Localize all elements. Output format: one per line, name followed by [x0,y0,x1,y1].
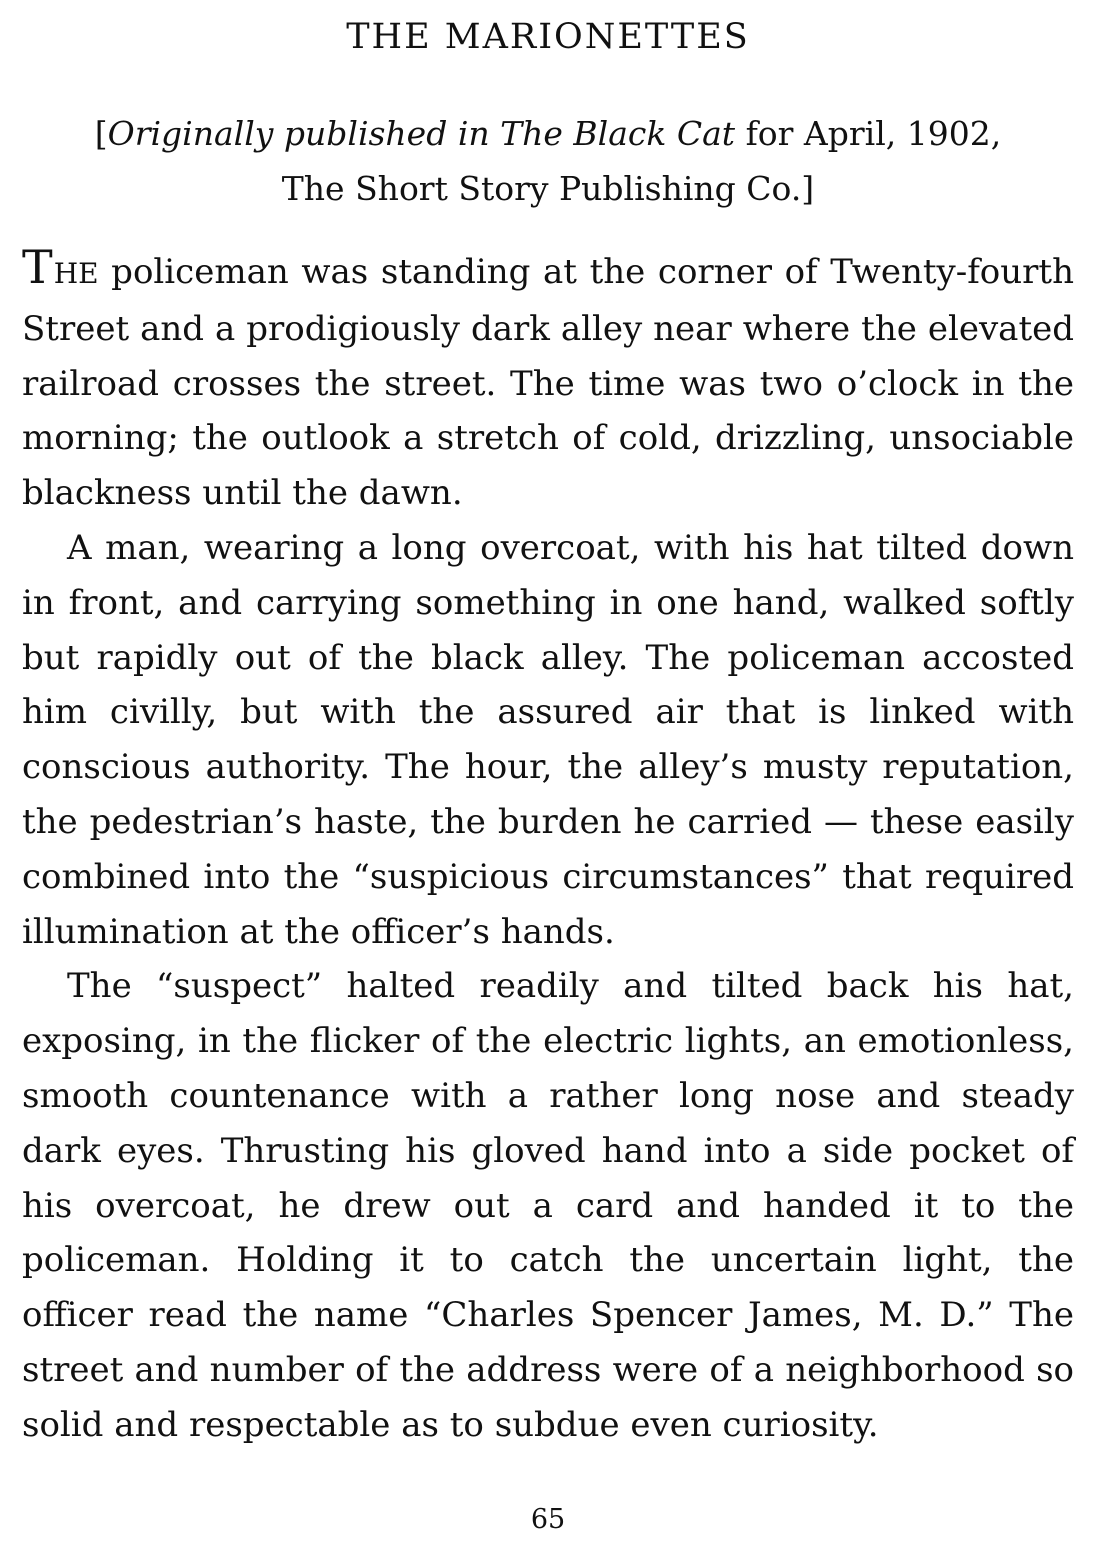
page-title: THE MARIONETTES [346,17,750,57]
paragraph-2: A man, wearing a long overcoat, with his hat tilted down in front, and carrying something in one hand, walked softly but rapidly out of the black alley. The policeman accosted him civilly, but with the assured air that is linked with conscious authority. The hour, the alley’s musty reputation, the pedestrian’s haste, the burden he carried — these easily combined into the “suspicious circumstances” that required illumination at the officer’s hands. [22,527,1074,952]
note-publisher: The Short Story Publishing Co.] [281,169,815,208]
paragraph-3: The “suspect” halted readily and tilted back his hat, exposing, in the flicker of the electric lights, an emotionless, smooth countenance with a rather long nose and steady dark eyes. Thrusting his gloved hand into a side pocket of his overcoat, he drew out a card and handed it to the policeman. Holding it to catch the uncertain light, the officer read the name “Charles Spencer James, M. D.” The street and number of the address were of a neighborhood so solid and respectable as to subdue even curiosity. [22,966,1074,1445]
publication-note [22,106,1074,216]
small-caps-lead: HE [53,257,99,290]
paragraph-1-text: policeman was standing at the corner of Twenty-fourth Street and a prodigiously dark alley near where the elevated railroad crosses the street. The time was two o’clock in the morning; the outlook a stretch of cold, drizzling, unsociable blackness until the dawn. [22,252,1074,514]
note-originally-published: Originally published in [107,114,490,153]
book-page [22,0,1074,1552]
page-number: 65 [530,1504,566,1535]
drop-cap: T [22,240,54,294]
note-open-bracket: [ [94,114,108,153]
paragraph-1 [22,240,1074,521]
note-issue: for April, 1902, [745,114,1002,153]
note-magazine-title: The Black Cat [500,114,736,153]
story-body [22,240,1074,1453]
